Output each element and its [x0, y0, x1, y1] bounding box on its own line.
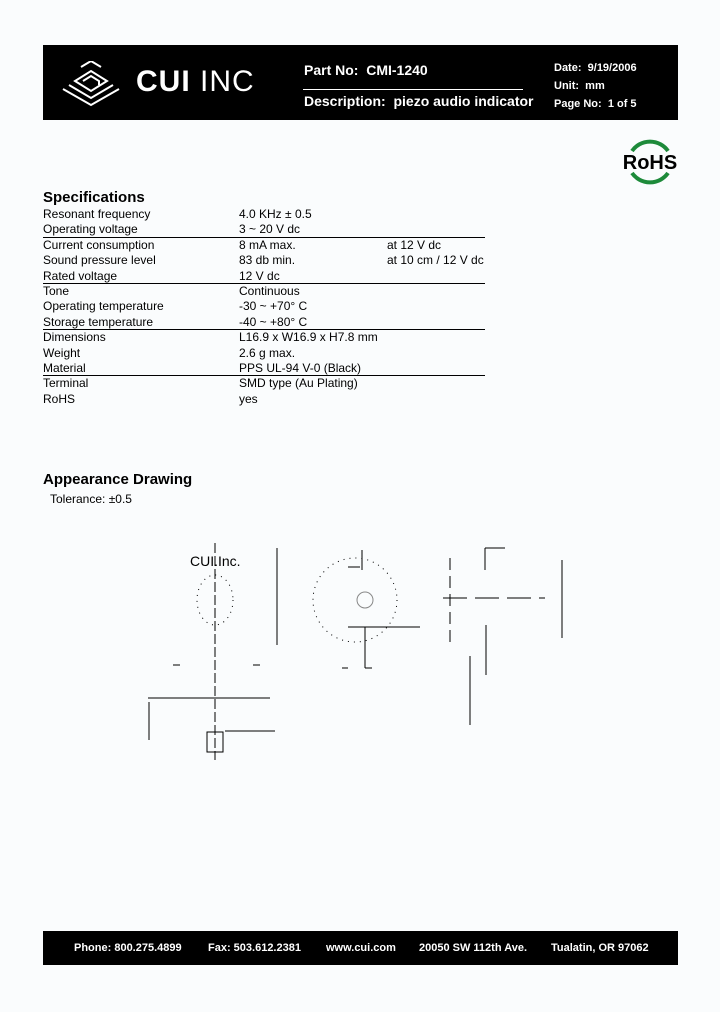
- spec-label: Dimensions: [43, 330, 106, 345]
- spec-value: Continuous: [239, 283, 300, 298]
- specifications-title: Specifications: [43, 189, 145, 206]
- footer-city: Tualatin, OR 97062: [551, 942, 649, 954]
- tolerance: Tolerance: ±0.5: [50, 492, 132, 506]
- spec-value: PPS UL-94 V-0 (Black): [239, 360, 362, 375]
- spec-value: SMD type (Au Plating): [239, 376, 358, 391]
- spec-value: 83 db min.: [239, 253, 296, 268]
- spec-label: Storage temperature: [43, 314, 154, 329]
- drawing-brand-label: CUI.Inc.: [190, 553, 241, 569]
- spec-label: Tone: [43, 283, 70, 298]
- unit: Unit: mm: [554, 80, 605, 92]
- spec-label: Resonant frequency: [43, 207, 151, 221]
- spec-label: Operating voltage: [43, 222, 138, 237]
- spec-value: L16.9 x W16.9 x H7.8 mm: [239, 330, 378, 345]
- spec-value: 8 mA max.: [239, 237, 296, 252]
- spec-label: Rated voltage: [43, 268, 118, 283]
- page-number: Page No: 1 of 5: [554, 98, 637, 110]
- spec-value: yes: [239, 391, 258, 406]
- footer-website[interactable]: www.cui.com: [326, 942, 396, 954]
- spec-label: RoHS: [43, 391, 76, 406]
- spec-label: Operating temperature: [43, 299, 164, 314]
- spec-label: Current consumption: [43, 237, 155, 252]
- part-number: Part No: CMI-1240: [304, 62, 428, 78]
- spec-value: 3 ~ 20 V dc: [239, 222, 301, 237]
- spec-value: -40 ~ +80° C: [239, 314, 308, 329]
- appearance-title: Appearance Drawing: [43, 471, 193, 488]
- footer-address: 20050 SW 112th Ave.: [419, 942, 528, 954]
- spec-value: 2.6 g max.: [239, 345, 296, 360]
- spec-label: Sound pressure level: [43, 253, 156, 268]
- spec-note: at 12 V dc: [387, 237, 442, 252]
- spec-label: Material: [43, 360, 86, 375]
- spec-value: 4.0 KHz ± 0.5: [239, 207, 312, 221]
- footer-fax: Fax: 503.612.2381: [208, 942, 301, 954]
- footer-bar: [43, 931, 678, 965]
- svg-text:RoHS: RoHS: [622, 152, 678, 174]
- footer-phone: Phone: 800.275.4899: [74, 942, 182, 954]
- spec-value: -30 ~ +70° C: [239, 299, 308, 314]
- spec-label: Terminal: [43, 376, 89, 391]
- company-logo-text: CUI INC: [136, 65, 255, 98]
- spec-value: 12 V dc: [239, 268, 280, 283]
- spec-label: Weight: [43, 345, 81, 360]
- spec-note: at 10 cm / 12 V dc: [387, 253, 484, 268]
- description: Description: piezo audio indicator: [304, 93, 534, 109]
- date: Date: 9/19/2006: [554, 62, 637, 74]
